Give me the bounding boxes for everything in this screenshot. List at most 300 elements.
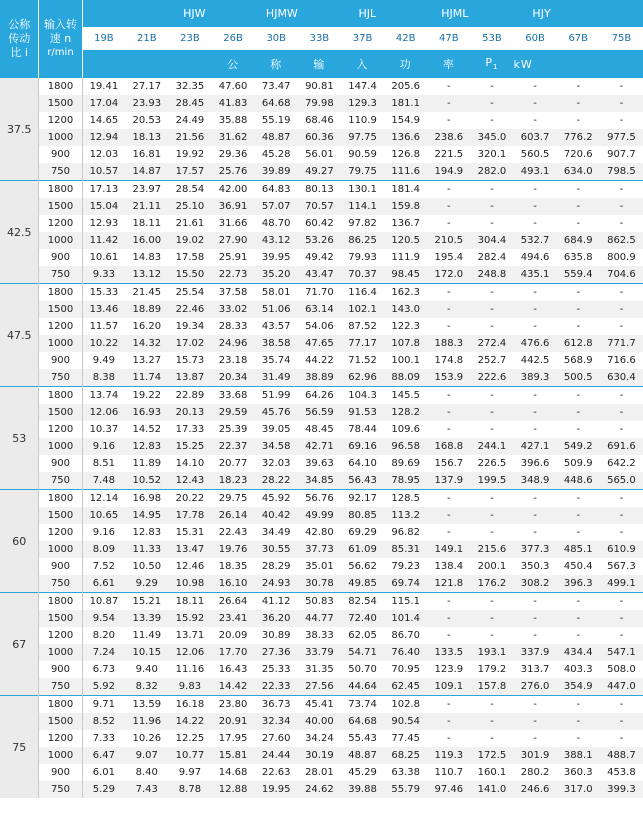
table-row — [0, 472, 643, 490]
power-value-cell: 17.04 — [82, 95, 125, 112]
table-row — [0, 78, 643, 96]
power-value-cell: 12.43 — [168, 472, 211, 490]
power-value-cell: 25.39 — [218, 424, 248, 435]
power-value-cell: - — [470, 78, 513, 96]
power-value-cell: 16.10 — [212, 575, 255, 593]
power-value-cell: 194.9 — [427, 163, 470, 181]
power-value-cell: 377.3 — [514, 541, 557, 558]
ratio-cell: 67 — [0, 593, 39, 696]
power-value-cell: - — [447, 630, 451, 641]
power-value-cell: 51.99 — [255, 387, 298, 405]
power-value-cell: 54.06 — [305, 321, 334, 332]
power-value-cell: 33.02 — [212, 301, 255, 318]
speed-cell: 1500 — [39, 713, 82, 730]
power-value-cell: 104.3 — [341, 387, 384, 405]
power-value-cell: - — [619, 630, 624, 641]
speed-cell: 1800 — [39, 181, 82, 199]
power-value-cell: 45.76 — [255, 404, 298, 421]
power-value-cell: - — [427, 387, 470, 405]
power-value-cell: 10.37 — [89, 424, 119, 435]
power-value-cell: 97.82 — [348, 218, 377, 229]
power-value-cell: 35.74 — [261, 355, 291, 366]
power-value-cell: 98.45 — [384, 266, 427, 284]
power-value-cell: 24.96 — [212, 335, 255, 352]
power-value-cell: 10.50 — [132, 561, 162, 572]
power-value-cell: 12.93 — [89, 218, 119, 229]
power-value-cell: - — [490, 527, 494, 538]
table-row — [0, 696, 643, 714]
power-value-cell: 55.79 — [384, 781, 427, 798]
power-symbol-letter: P — [485, 56, 494, 70]
power-value-cell: - — [447, 733, 451, 744]
table-row — [0, 181, 643, 199]
power-value-cell: 96.58 — [384, 438, 427, 455]
table-row — [0, 198, 643, 215]
table-row — [0, 404, 643, 421]
power-value-cell: - — [514, 284, 557, 302]
power-value-cell: 13.59 — [125, 696, 168, 714]
power-value-cell: - — [600, 507, 643, 524]
power-value-cell: - — [533, 321, 537, 332]
power-value-cell: 226.5 — [477, 458, 507, 469]
table-row — [0, 627, 643, 644]
power-value-cell: 20.77 — [218, 458, 248, 469]
power-value-cell: - — [600, 593, 643, 611]
power-value-cell: 19.95 — [255, 781, 298, 798]
power-value-cell: - — [427, 490, 470, 508]
power-value-cell: 114.1 — [341, 198, 384, 215]
power-value-cell: 282.4 — [477, 252, 507, 263]
power-value-cell: 30.19 — [298, 747, 341, 764]
power-value-cell: 12.03 — [89, 149, 119, 160]
power-value-cell: - — [490, 115, 494, 126]
power-value-cell: 17.13 — [82, 181, 125, 199]
power-value-cell: 11.49 — [132, 630, 162, 641]
power-value-cell: 16.43 — [218, 664, 248, 675]
power-value-cell: 58.01 — [255, 284, 298, 302]
power-value-cell: 113.2 — [384, 507, 427, 524]
power-value-cell: 9.54 — [82, 610, 125, 627]
power-value-cell: 348.9 — [514, 472, 557, 490]
speed-cell: 1800 — [39, 593, 82, 611]
power-value-cell: 78.95 — [384, 472, 427, 490]
power-value-cell: - — [470, 301, 513, 318]
power-value-cell: 15.31 — [175, 527, 205, 538]
power-label-char: 率 — [427, 51, 470, 78]
power-value-cell: 40.00 — [298, 713, 341, 730]
power-value-cell: 179.2 — [477, 664, 507, 675]
power-value-cell: 64.83 — [255, 181, 298, 199]
power-label-spacer — [168, 51, 211, 78]
power-value-cell: 25.76 — [212, 163, 255, 181]
power-value-cell: 800.9 — [607, 252, 636, 263]
power-value-cell: 20.34 — [212, 369, 255, 387]
power-value-cell: 798.5 — [600, 163, 643, 181]
power-value-cell: 25.91 — [218, 252, 248, 263]
power-value-cell: - — [427, 593, 470, 611]
power-value-cell: 53.26 — [298, 232, 341, 249]
table-row — [0, 318, 643, 335]
power-value-cell: 396.6 — [520, 458, 550, 469]
speed-cell: 1800 — [39, 78, 82, 96]
model-header-cell: 30B — [255, 27, 298, 51]
power-value-cell: 22.89 — [168, 387, 211, 405]
speed-cell: 1000 — [39, 232, 82, 249]
power-value-cell: 642.2 — [607, 458, 636, 469]
power-value-cell: 62.05 — [348, 630, 377, 641]
power-value-cell: 22.73 — [212, 266, 255, 284]
power-value-cell: - — [619, 733, 624, 744]
power-value-cell: 18.89 — [125, 301, 168, 318]
model-header-cell: 33B — [298, 27, 341, 51]
power-value-cell: 100.1 — [391, 355, 420, 366]
table-row — [0, 284, 643, 302]
model-header-cell: 53B — [470, 27, 513, 51]
power-value-cell: 76.40 — [384, 644, 427, 661]
speed-column-header — [39, 0, 82, 78]
power-value-cell: 246.6 — [514, 781, 557, 798]
power-value-cell: 14.87 — [125, 163, 168, 181]
power-value-cell: 82.54 — [341, 593, 384, 611]
power-value-cell: 54.71 — [341, 644, 384, 661]
power-value-cell: 102.1 — [341, 301, 384, 318]
power-value-cell: 24.44 — [255, 747, 298, 764]
power-value-cell: 31.35 — [305, 664, 334, 675]
power-value-cell: 20.13 — [168, 404, 211, 421]
power-value-cell: 9.07 — [125, 747, 168, 764]
power-value-cell: 32.35 — [168, 78, 211, 96]
power-value-cell: - — [470, 507, 513, 524]
power-value-cell: 6.61 — [82, 575, 125, 593]
power-label-spacer — [82, 51, 125, 78]
power-value-cell: - — [533, 630, 537, 641]
power-value-cell: 5.29 — [82, 781, 125, 798]
power-value-cell: 453.8 — [607, 767, 636, 778]
power-value-cell: 110.7 — [434, 767, 464, 778]
power-value-cell: 493.1 — [514, 163, 557, 181]
model-header-cell: 75B — [600, 27, 643, 51]
model-header-cell: 26B — [212, 27, 255, 51]
ratio-column-header — [0, 0, 39, 78]
power-value-cell: 42.00 — [212, 181, 255, 199]
table-row — [0, 747, 643, 764]
power-value-cell: 31.62 — [212, 129, 255, 146]
power-value-cell: 96.82 — [391, 527, 420, 538]
power-value-cell: 8.52 — [82, 713, 125, 730]
speed-cell: 1800 — [39, 696, 82, 714]
power-value-cell: 61.09 — [341, 541, 384, 558]
power-value-cell: 42.71 — [298, 438, 341, 455]
power-value-cell: 17.57 — [168, 163, 211, 181]
power-value-cell: - — [427, 78, 470, 96]
power-value-cell: 21.11 — [125, 198, 168, 215]
power-value-cell: 13.27 — [132, 355, 162, 366]
power-value-cell: 68.25 — [384, 747, 427, 764]
power-value-cell: 56.01 — [305, 149, 334, 160]
power-value-cell: 15.25 — [168, 438, 211, 455]
power-value-cell: 24.93 — [255, 575, 298, 593]
power-value-cell: 612.8 — [557, 335, 600, 352]
table-row — [0, 95, 643, 112]
power-value-cell: 34.24 — [305, 733, 334, 744]
power-value-cell: - — [576, 218, 581, 229]
power-value-cell: 16.81 — [132, 149, 162, 160]
power-value-cell: 12.25 — [175, 733, 205, 744]
power-value-cell: 10.87 — [82, 593, 125, 611]
power-value-cell: 49.85 — [341, 575, 384, 593]
speed-cell: 1000 — [39, 644, 82, 661]
power-value-cell: 63.14 — [298, 301, 341, 318]
power-value-cell: 43.12 — [255, 232, 298, 249]
power-value-cell: 434.4 — [557, 644, 600, 661]
series-label-hjml: HJML — [384, 0, 470, 27]
power-value-cell: - — [600, 610, 643, 627]
table-row — [0, 146, 643, 163]
power-value-cell: 34.58 — [255, 438, 298, 455]
power-value-cell: 13.39 — [125, 610, 168, 627]
power-value-cell: 19.76 — [212, 541, 255, 558]
power-value-cell: 13.74 — [82, 387, 125, 405]
power-value-cell: 23.41 — [212, 610, 255, 627]
table-row — [0, 558, 643, 575]
power-value-cell: 6.47 — [82, 747, 125, 764]
speed-cell: 1500 — [39, 507, 82, 524]
power-value-cell: 5.92 — [82, 678, 125, 696]
power-value-cell: 121.8 — [427, 575, 470, 593]
power-value-cell: 22.63 — [261, 767, 291, 778]
power-value-cell: 14.32 — [125, 335, 168, 352]
model-header-cell: 60B — [514, 27, 557, 51]
series-label-hjw: HJW — [82, 0, 211, 27]
power-value-cell: 248.8 — [470, 266, 513, 284]
power-value-cell: 720.6 — [563, 149, 593, 160]
power-value-cell: 38.89 — [298, 369, 341, 387]
power-value-cell: 24.49 — [175, 115, 205, 126]
speed-cell: 1200 — [39, 215, 82, 232]
power-value-cell: - — [576, 527, 581, 538]
speed-cell: 1000 — [39, 747, 82, 764]
power-value-cell: 38.33 — [305, 630, 334, 641]
speed-cell: 900 — [39, 558, 82, 575]
power-value-cell: 10.77 — [168, 747, 211, 764]
power-value-cell: 47.65 — [298, 335, 341, 352]
power-value-cell: 10.98 — [168, 575, 211, 593]
power-value-cell: 7.24 — [82, 644, 125, 661]
power-value-cell: 130.1 — [341, 181, 384, 199]
power-value-cell: 109.1 — [427, 678, 470, 696]
power-value-cell: 126.8 — [391, 149, 420, 160]
power-value-cell: 280.2 — [520, 767, 550, 778]
power-value-cell: - — [557, 713, 600, 730]
power-value-cell: 21.61 — [175, 218, 205, 229]
power-value-cell: 16.93 — [125, 404, 168, 421]
speed-cell: 900 — [39, 249, 82, 266]
power-value-cell: 11.74 — [125, 369, 168, 387]
power-value-cell: 15.21 — [125, 593, 168, 611]
ratio-cell: 42.5 — [0, 181, 39, 284]
power-value-cell: 32.03 — [261, 458, 291, 469]
power-value-cell: 10.61 — [89, 252, 119, 263]
power-value-cell: 560.5 — [520, 149, 550, 160]
power-value-cell: 86.70 — [391, 630, 420, 641]
power-value-cell: 115.1 — [384, 593, 427, 611]
power-value-cell: - — [470, 490, 513, 508]
power-value-cell: 45.28 — [261, 149, 291, 160]
power-value-cell: 35.88 — [218, 115, 248, 126]
power-value-cell: 138.4 — [434, 561, 464, 572]
power-value-cell: 20.22 — [168, 490, 211, 508]
speed-header-line: 输入转 — [43, 17, 77, 31]
power-value-cell: 60.42 — [305, 218, 334, 229]
power-value-cell: - — [447, 321, 451, 332]
power-value-cell: 41.12 — [255, 593, 298, 611]
power-value-cell: 360.3 — [563, 767, 593, 778]
power-value-cell: 19.41 — [82, 78, 125, 96]
power-value-cell: 36.73 — [255, 696, 298, 714]
power-value-cell: 50.83 — [298, 593, 341, 611]
power-value-cell: 9.97 — [178, 767, 202, 778]
speed-cell: 750 — [39, 575, 82, 593]
power-value-cell: 447.0 — [600, 678, 643, 696]
power-value-cell: 181.1 — [384, 95, 427, 112]
speed-cell: 750 — [39, 369, 82, 387]
power-value-cell: 13.87 — [168, 369, 211, 387]
power-value-cell: 49.99 — [298, 507, 341, 524]
power-value-cell: 20.53 — [132, 115, 162, 126]
power-value-cell: - — [470, 593, 513, 611]
power-value-cell: 199.5 — [470, 472, 513, 490]
power-value-cell: 29.75 — [212, 490, 255, 508]
power-value-cell: - — [619, 115, 624, 126]
table-row — [0, 781, 643, 798]
power-value-cell: 109.6 — [391, 424, 420, 435]
power-value-cell: - — [557, 284, 600, 302]
speed-cell: 900 — [39, 764, 82, 781]
power-value-cell: 60.36 — [298, 129, 341, 146]
power-value-cell: 907.7 — [607, 149, 636, 160]
power-value-cell: 500.5 — [557, 369, 600, 387]
ratio-cell: 47.5 — [0, 284, 39, 387]
speed-cell: 750 — [39, 781, 82, 798]
power-value-cell: 119.3 — [427, 747, 470, 764]
power-value-cell: 39.63 — [305, 458, 334, 469]
table-row — [0, 163, 643, 181]
power-value-cell: 215.6 — [470, 541, 513, 558]
power-value-cell: 9.33 — [82, 266, 125, 284]
power-value-cell: 6.73 — [92, 664, 116, 675]
power-value-cell: 47.60 — [212, 78, 255, 96]
power-value-cell: - — [470, 95, 513, 112]
speed-cell: 750 — [39, 472, 82, 490]
power-value-cell: 188.3 — [427, 335, 470, 352]
series-label-hjy: HJY — [470, 0, 556, 27]
power-value-cell: 160.1 — [477, 767, 507, 778]
power-value-cell: 389.3 — [514, 369, 557, 387]
power-value-cell: 15.50 — [168, 266, 211, 284]
power-value-cell: 36.20 — [255, 610, 298, 627]
power-value-cell: 39.89 — [255, 163, 298, 181]
power-value-cell: 80.13 — [298, 181, 341, 199]
power-value-cell: 29.59 — [212, 404, 255, 421]
power-value-cell: 31.49 — [255, 369, 298, 387]
power-value-cell: 14.65 — [89, 115, 119, 126]
power-value-cell: 85.31 — [384, 541, 427, 558]
power-value-cell: 80.85 — [341, 507, 384, 524]
power-value-cell: 44.77 — [298, 610, 341, 627]
power-value-cell: 128.2 — [384, 404, 427, 421]
ratio-header-line: 公称 — [8, 17, 31, 31]
table-row — [0, 610, 643, 627]
power-value-cell: 91.53 — [341, 404, 384, 421]
speed-cell: 1500 — [39, 198, 82, 215]
power-value-cell: 27.56 — [298, 678, 341, 696]
power-value-cell: - — [490, 630, 494, 641]
power-value-cell: 30.55 — [255, 541, 298, 558]
power-value-cell: 128.5 — [384, 490, 427, 508]
power-value-cell: - — [533, 527, 537, 538]
table-row — [0, 335, 643, 352]
power-value-cell: 18.11 — [168, 593, 211, 611]
power-value-cell: 272.4 — [470, 335, 513, 352]
power-value-cell: - — [600, 95, 643, 112]
table-row — [0, 352, 643, 369]
speed-header-line: 速 n — [49, 31, 72, 45]
power-value-cell: 9.16 — [92, 527, 116, 538]
power-value-cell: 17.78 — [168, 507, 211, 524]
power-value-cell: 14.95 — [125, 507, 168, 524]
power-value-cell: 14.22 — [168, 713, 211, 730]
power-value-cell: 50.70 — [348, 664, 377, 675]
power-value-cell: - — [619, 218, 624, 229]
power-value-cell: 22.33 — [255, 678, 298, 696]
model-header-cell: 37B — [341, 27, 384, 51]
power-value-cell: - — [514, 181, 557, 199]
power-symbol — [470, 51, 513, 78]
table-header — [0, 0, 643, 78]
power-symbol-subscript: 1 — [493, 63, 499, 72]
power-value-cell: 35.20 — [255, 266, 298, 284]
power-value-cell: 41.83 — [212, 95, 255, 112]
ratio-cell: 53 — [0, 387, 39, 490]
power-value-cell: 630.4 — [600, 369, 643, 387]
power-value-cell: 9.71 — [82, 696, 125, 714]
power-value-cell: 79.98 — [298, 95, 341, 112]
power-value-cell: 11.89 — [132, 458, 162, 469]
power-label-spacer — [125, 51, 168, 78]
power-value-cell: 39.95 — [261, 252, 291, 263]
power-value-cell: 102.8 — [384, 696, 427, 714]
power-value-cell: 221.5 — [434, 149, 464, 160]
power-value-cell: - — [490, 218, 494, 229]
power-value-cell: 7.43 — [125, 781, 168, 798]
table-row — [0, 438, 643, 455]
power-value-cell: 69.16 — [341, 438, 384, 455]
power-value-cell: 172.5 — [470, 747, 513, 764]
power-value-cell: 8.40 — [135, 767, 158, 778]
power-value-cell: 17.33 — [175, 424, 205, 435]
power-value-cell: 35.01 — [305, 561, 334, 572]
power-value-cell: 19.22 — [125, 387, 168, 405]
ratio-header-line: 比 i — [10, 45, 28, 59]
power-value-cell: 79.23 — [391, 561, 420, 572]
power-value-cell: - — [619, 424, 624, 435]
power-value-cell: 30.89 — [261, 630, 291, 641]
power-value-cell: - — [490, 321, 494, 332]
power-value-cell: 15.33 — [82, 284, 125, 302]
power-value-cell: 168.8 — [427, 438, 470, 455]
model-header-cell: 19B — [82, 27, 125, 51]
power-value-cell: - — [533, 424, 537, 435]
